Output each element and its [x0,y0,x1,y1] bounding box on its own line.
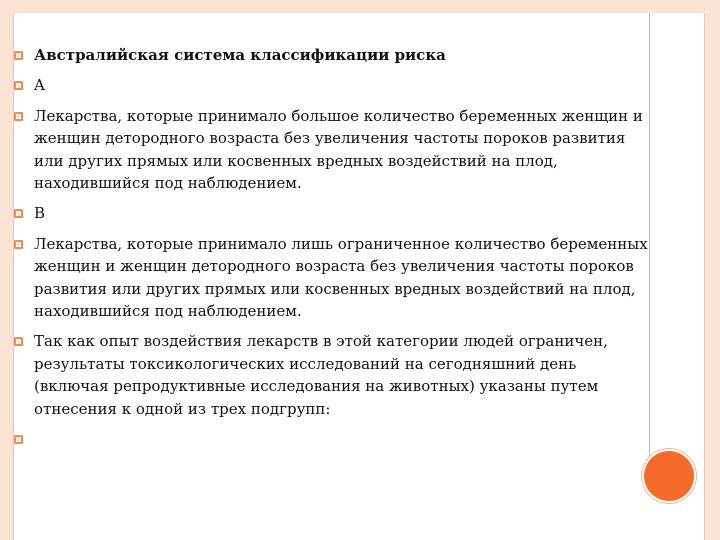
category-b-description: Лекарства, которые принимало лишь ограниченное количество беременных женщин и женщин детородного возраста без увеличения частоты пороков развития или других прямых или косвенных вредных воздействий на плод, находившийся под наблюдением. [34,234,648,321]
square-bullet-icon [14,435,23,444]
category-a-description-bullet [14,105,654,195]
square-bullet-icon [14,51,23,60]
slide-bullet-list [14,44,654,458]
square-bullet-icon [14,240,23,249]
category-b-label: B [34,204,46,223]
subgroup-note-text: Так как опыт воздействия лекарств в этой категории людей ограничен, результаты токсикологических исследований на сегодняшний день (включая репродуктивные исследования на животных) указаны путем отнесения к одной из трех подгрупп: [34,332,608,418]
category-a-description: Лекарства, которые принимало большое количество беременных женщин и женщин детородного возраста без увеличения частоты пороков развития или других прямых или косвенных вредных воздействий на плод, находившийся под наблюдением. [34,106,643,193]
square-bullet-icon [14,81,23,90]
slide-title-text: Австралийская система классификации риска [34,46,446,64]
square-bullet-icon [14,209,23,218]
empty-bullet [14,428,654,450]
category-a-label: A [34,76,45,95]
category-a-bullet [14,74,654,96]
slide-title-bullet [14,44,654,66]
slide-frame [13,13,705,540]
square-bullet-icon [14,337,23,346]
category-b-bullet [14,202,654,224]
square-bullet-icon [14,112,23,121]
orange-circle-decoration [644,451,694,501]
category-b-description-bullet [14,233,654,323]
subgroup-note-bullet [14,330,654,420]
